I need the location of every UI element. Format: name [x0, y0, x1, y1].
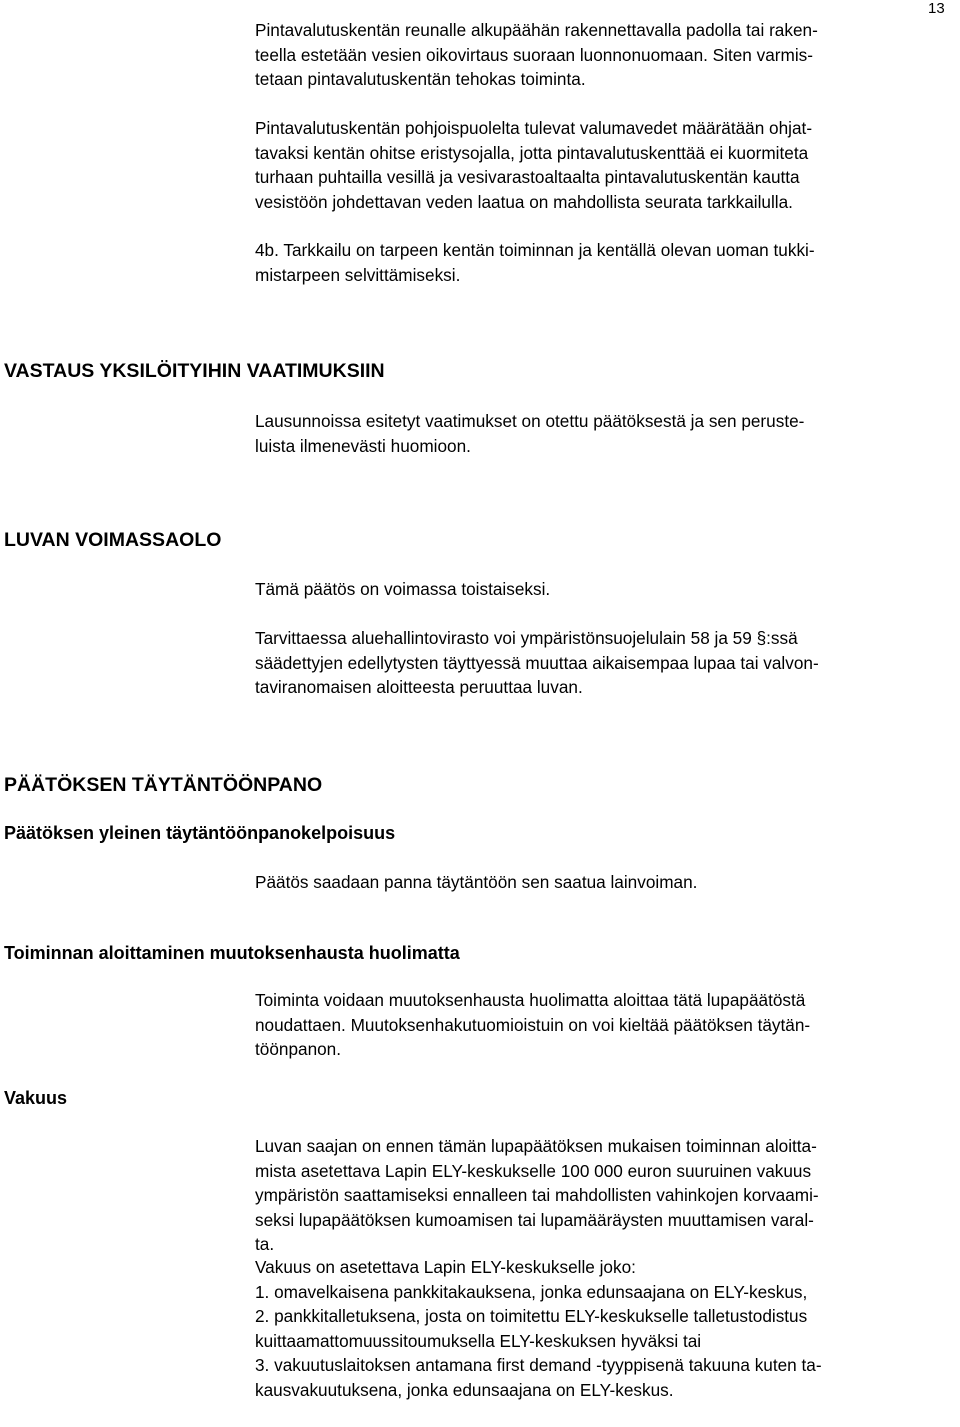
paragraph-lainvoima — [255, 870, 955, 895]
paragraph-vakuus-asettaminen — [255, 1134, 955, 1257]
text-line: taviranomaisen aloitteesta peruuttaa luvan. — [255, 677, 583, 697]
text-line: Toiminta voidaan muutoksenhausta huolimatta aloittaa tätä lupapäätöstä — [255, 990, 806, 1010]
subheading-toiminnan-aloittaminen: Toiminnan aloittaminen muutoksenhausta huolimatta — [4, 943, 460, 963]
subheading-vakuus: Vakuus — [4, 1088, 68, 1108]
text-line: ympäristön saattamiseksi ennalleen tai mahdollisten vahinkojen korvaami- — [255, 1185, 819, 1205]
paragraph-voimassa-toistaiseksi — [255, 577, 955, 602]
text-line: Luvan saajan on ennen tämän lupapäätöksen mukaisen toiminnan aloitta- — [255, 1136, 817, 1156]
section-heading-vastaus: VASTAUS YKSILÖITYIHIN VAATIMUKSIIN — [4, 360, 385, 382]
paragraph-valumavedet — [255, 116, 955, 214]
text-line: Pintavalutuskentän reunalle alkupäähän rakennettavalla padolla tai raken- — [255, 20, 818, 40]
list-item: 2. pankkitalletuksena, josta on toimitettu ELY-keskukselle talletustodistus — [255, 1306, 808, 1326]
list-item: 1. omavelkaisena pankkitakauksena, jonka edunsaajana on ELY-keskus, — [255, 1281, 808, 1302]
text-line: tetaan pintavalutuskentän tehokas toiminta. — [255, 69, 586, 89]
paragraph-lausunnot — [255, 409, 955, 458]
page-number: 13 — [928, 0, 945, 17]
text-line: töönpanon. — [255, 1039, 342, 1059]
text-line: seksi lupapäätöksen kumoamisen tai lupamääräysten muuttamisen varal- — [255, 1209, 814, 1230]
text-line: säädettyjen edellytysten täyttyessä muuttaa aikaisempaa lupaa tai valvon- — [255, 652, 819, 673]
section-heading-taytantoonpano: PÄÄTÖKSEN TÄYTÄNTÖÖNPANO — [4, 774, 323, 796]
text-line: kuittaamattomuussitoumuksella ELY-keskuksen hyväksi tai — [255, 1330, 702, 1351]
subheading-yleinen-taytantoonpanokelpoisuus: Päätöksen yleinen täytäntöönpanokelpoisuus — [4, 823, 396, 843]
text-line: Tämä päätös on voimassa toistaiseksi. — [255, 579, 551, 599]
paragraph-4b-tarkkailu — [255, 238, 955, 287]
text-line: Pintavalutuskentän pohjoispuolelta tulevat valumavedet määrätään ohjat- — [255, 118, 813, 138]
text-line: 4b. Tarkkailu on tarpeen kentän toiminnan ja kentällä olevan uoman tukki- — [255, 240, 815, 260]
text-line: Tarvittaessa aluehallintovirasto voi ympäristönsuojelulain 58 ja 59 §:ssä — [255, 628, 798, 648]
paragraph-aloittaminen — [255, 988, 955, 1062]
list-item: 3. vakuutuslaitoksen antamana first demand -tyyppisenä takuuna kuten ta- — [255, 1355, 822, 1375]
text-line: Lausunnoissa esitetyt vaatimukset on otettu päätöksestä ja sen peruste- — [255, 411, 805, 431]
paragraph-vakuus-muodot — [255, 1255, 955, 1402]
paragraph-pintavalutuskentan-pato — [255, 18, 955, 92]
text-line: tavaksi kentän ohitse eristysojalla, jotta pintavalutuskenttää ei kuormiteta — [255, 142, 809, 163]
text-line: luista ilmenevästi huomioon. — [255, 435, 471, 456]
text-line: Päätös saadaan panna täytäntöön sen saatua lainvoiman. — [255, 872, 698, 892]
section-heading-luvan-voimassaolo: LUVAN VOIMASSAOLO — [4, 529, 222, 551]
text-line: teella estetään vesien oikovirtaus suoraan luonnonuomaan. Siten varmis- — [255, 44, 813, 65]
text-line: ta. — [255, 1234, 275, 1254]
text-line: mistarpeen selvittämiseksi. — [255, 264, 461, 285]
text-line: turhaan puhtailla vesillä ja vesivarastoaltaalta pintavalutuskentän kautta — [255, 167, 800, 187]
text-line: mista asetettava Lapin ELY-keskukselle 100 000 euron suuruinen vakuus — [255, 1160, 812, 1181]
paragraph-luvan-muuttaminen — [255, 626, 955, 700]
text-line: kausvakuutuksena, jonka edunsaajana on ELY-keskus. — [255, 1379, 674, 1400]
text-line: noudattaen. Muutoksenhakutuomioistuin on voi kieltää päätöksen täytän- — [255, 1014, 811, 1035]
text-line: Vakuus on asetettava Lapin ELY-keskukselle joko: — [255, 1257, 636, 1277]
text-line: vesistöön johdettavan veden laatua on mahdollista seurata tarkkailulla. — [255, 191, 793, 212]
